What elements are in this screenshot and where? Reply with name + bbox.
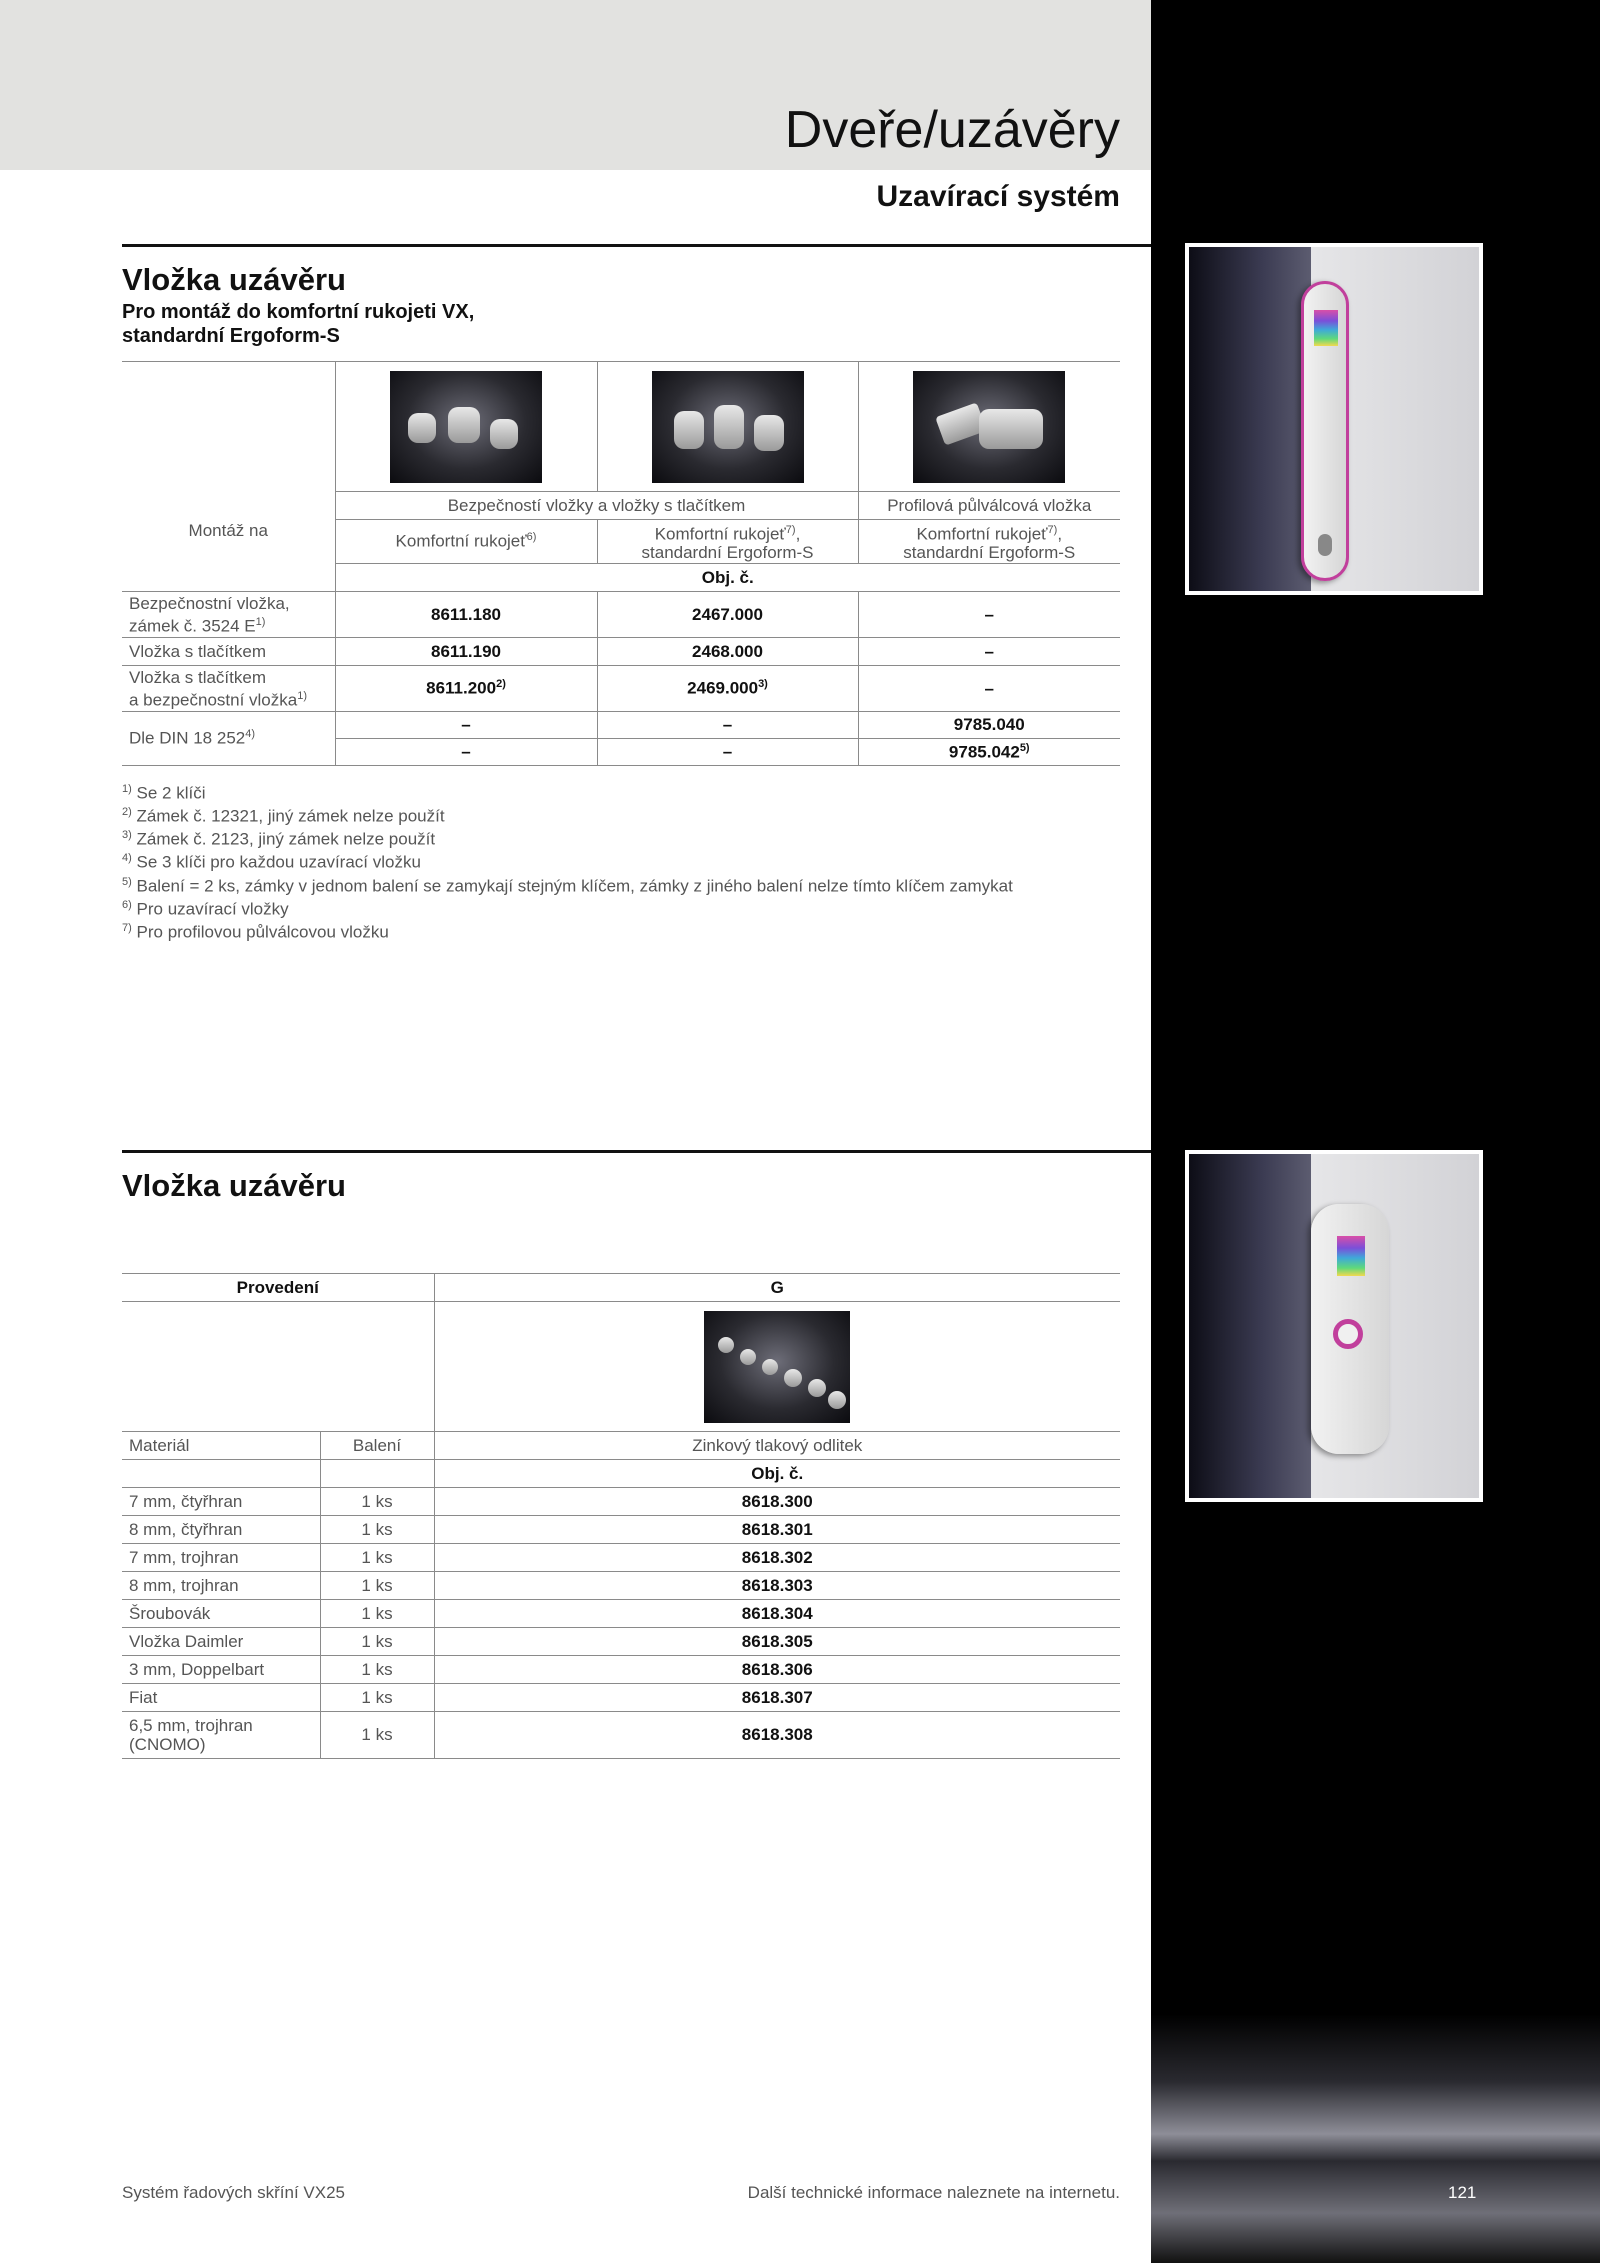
din-label: Dle DIN 18 252$^{4)}$: [122, 712, 335, 766]
photo-background-dark: [1189, 1154, 1311, 1498]
pushbutton-cylinders-image: [652, 371, 804, 483]
section1-title: Vložka uzávěru: [122, 262, 346, 297]
variant-g-header: G: [434, 1274, 1120, 1302]
table-row: [122, 1684, 1120, 1712]
section1-table: [122, 361, 1120, 766]
footnote: $^{4)}$ Se 3 klíči pro každou uzavírací vložku: [122, 852, 421, 873]
section2-rule: [122, 1150, 1151, 1153]
empty-cell: [122, 1302, 434, 1432]
pack-cell: 1 ks: [320, 1684, 434, 1712]
photo-background-dark: [1189, 247, 1311, 591]
material-cell: Šroubovák: [122, 1600, 320, 1628]
footnote: $^{1)}$ Se 2 klíči: [122, 783, 206, 803]
order-cell: 9785.042$^{5)}$: [858, 739, 1120, 766]
rittal-logo-icon: [1314, 310, 1338, 346]
product-image-cell-1: [335, 362, 597, 492]
footnote: $^{6)}$ Pro uzavírací vložky: [122, 898, 289, 919]
row-label: Vložka s tlačítkem a bezpečnostní vložka$^{1)}$: [122, 666, 335, 712]
profile-cylinder-image: [913, 371, 1065, 483]
material-cell: 6,5 mm, trojhran (CNOMO): [122, 1712, 320, 1759]
section1-subtitle: [122, 300, 474, 348]
order-cell: –: [597, 712, 858, 739]
order-cell: –: [335, 739, 597, 766]
chapter-title: Dveře/uzávěry: [784, 101, 1120, 159]
pack-cell: 1 ks: [320, 1712, 434, 1759]
order-cell: 2467.000: [597, 592, 858, 638]
pack-header: Balení: [320, 1432, 434, 1460]
pack-cell: 1 ks: [320, 1544, 434, 1572]
mount-label: Montáž na: [122, 362, 335, 592]
keyhole-icon: [1318, 534, 1332, 556]
image-row: [122, 362, 1120, 492]
order-cell: –: [858, 666, 1120, 712]
section-title: Uzavírací systém: [876, 180, 1120, 213]
table-row: [122, 638, 1120, 666]
empty-cell: [320, 1460, 434, 1488]
pack-cell: 1 ks: [320, 1516, 434, 1544]
col3-header: Komfortní rukojeť$^{7)}$, standardní Ergoform-S: [858, 520, 1120, 564]
order-cell: –: [858, 592, 1120, 638]
table-row: [122, 712, 1120, 739]
order-no-header: Obj. č.: [434, 1460, 1120, 1488]
order-cell: 8618.301: [434, 1516, 1120, 1544]
order-cell: 8611.200$^{2)}$: [335, 666, 597, 712]
col2-header: Komfortní rukojeť$^{7)}$, standardní Ergoform-S: [597, 520, 858, 564]
material-cell: Fiat: [122, 1684, 320, 1712]
comfort-handle: [1301, 281, 1349, 581]
footer-info-note: Další technické informace naleznete na internetu.: [747, 2183, 1120, 2202]
section2-table: [122, 1273, 1120, 1759]
row-label: Vložka s tlačítkem: [122, 638, 335, 666]
table-row: [122, 1516, 1120, 1544]
handle-photo-2: [1185, 1150, 1483, 1502]
order-cell: –: [597, 739, 858, 766]
insert-set-image: [704, 1311, 850, 1423]
footnote: $^{5)}$ Balení = 2 ks, zámky v jednom balení se zamykají stejným klíčem, zámky z jiného balení nelze tímto klíčem zamykat: [122, 875, 1013, 896]
rittal-logo-icon: [1337, 1236, 1365, 1276]
ergoform-handle: [1311, 1204, 1389, 1454]
pack-cell: 1 ks: [320, 1572, 434, 1600]
row-label: Bezpečnostní vložka, zámek č. 3524 $E^{1)}$: [122, 592, 335, 638]
order-no-header: Obj. č.: [335, 564, 1120, 592]
material-cell: 8 mm, čtyřhran: [122, 1516, 320, 1544]
lock-insert-icon: [1333, 1319, 1363, 1349]
section1-subtitle-line2: standardní Ergoform-S: [122, 325, 340, 347]
footnote: $^{7)}$ Pro profilovou půlválcovou vložku: [122, 921, 389, 942]
pack-cell: 1 ks: [320, 1488, 434, 1516]
table-row: [122, 1600, 1120, 1628]
table-row: [122, 1712, 1120, 1759]
table-row: [122, 666, 1120, 712]
footnote: $^{2)}$ Zámek č. 12321, jiný zámek nelze použít: [122, 806, 445, 826]
order-cell: –: [858, 638, 1120, 666]
page-number: 121: [1448, 2183, 1477, 2202]
group2-header: Profilová půlválcová vložka: [858, 492, 1120, 520]
security-cylinders-image: [390, 371, 542, 483]
material-cell: 7 mm, trojhran: [122, 1544, 320, 1572]
order-cell: 8618.305: [434, 1628, 1120, 1656]
table-row: [122, 1544, 1120, 1572]
section1-rule: [122, 244, 1151, 247]
material-cell: 8 mm, trojhran: [122, 1572, 320, 1600]
table-row: [122, 1488, 1120, 1516]
table-row: [122, 592, 1120, 638]
order-cell: –: [335, 712, 597, 739]
zinc-header: Zinkový tlakový odlitek: [434, 1432, 1120, 1460]
empty-cell: [122, 1460, 320, 1488]
order-cell: 8618.304: [434, 1600, 1120, 1628]
pack-cell: 1 ks: [320, 1628, 434, 1656]
material-cell: Vložka Daimler: [122, 1628, 320, 1656]
order-cell: 2469.000$^{3)}$: [597, 666, 858, 712]
order-cell: 8618.300: [434, 1488, 1120, 1516]
footnotes: [122, 780, 1013, 942]
pack-cell: 1 ks: [320, 1600, 434, 1628]
product-image-cell: [434, 1302, 1120, 1432]
material-header: Materiál: [122, 1432, 320, 1460]
footnote: $^{3)}$ Zámek č. 2123, jiný zámek nelze použít: [122, 829, 436, 849]
order-cell: 8618.307: [434, 1684, 1120, 1712]
table-row: [122, 1656, 1120, 1684]
col1-header: Komfortní rukojeť$^{6)}$: [335, 520, 597, 564]
order-cell: 8618.303: [434, 1572, 1120, 1600]
product-image-cell-2: [597, 362, 858, 492]
order-cell: 8618.302: [434, 1544, 1120, 1572]
material-cell: 3 mm, Doppelbart: [122, 1656, 320, 1684]
pack-cell: 1 ks: [320, 1656, 434, 1684]
footer-series-name: Systém řadových skříní VX25: [122, 2183, 345, 2202]
order-cell: 8611.180: [335, 592, 597, 638]
group1-header: Bezpečností vložky a vložky s tlačítkem: [335, 492, 858, 520]
order-cell: 2468.000: [597, 638, 858, 666]
section2-title: Vložka uzávěru: [122, 1168, 346, 1203]
table-row: [122, 1572, 1120, 1600]
order-cell: 8618.308: [434, 1712, 1120, 1759]
order-cell: 8618.306: [434, 1656, 1120, 1684]
order-cell: 9785.040: [858, 712, 1120, 739]
section1-subtitle-line1: Pro montáž do komfortní rukojeti VX,: [122, 301, 475, 323]
material-cell: 7 mm, čtyřhran: [122, 1488, 320, 1516]
order-cell: 8611.190: [335, 638, 597, 666]
product-image-cell-3: [858, 362, 1120, 492]
table-row: [122, 1628, 1120, 1656]
provedeni-header: Provedení: [122, 1274, 434, 1302]
handle-photo-1: [1185, 243, 1483, 595]
